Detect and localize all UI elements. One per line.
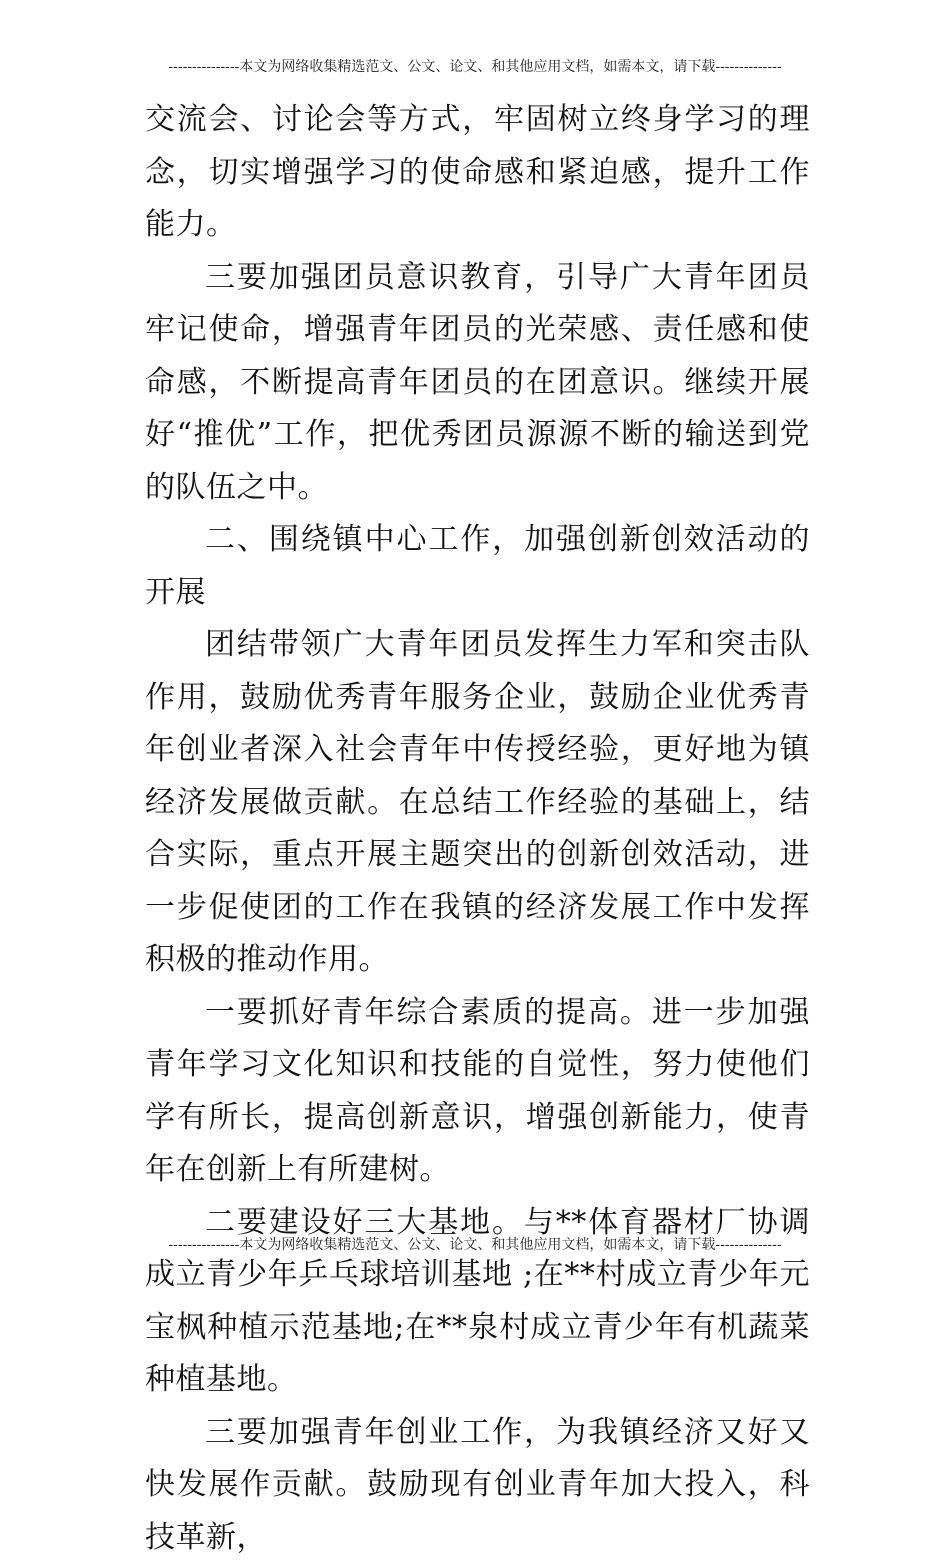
page-footer: ---------------本文为网络收集精选范文、公文、论文、和其他应用文档，如需本文，请下载-------------- xyxy=(0,1236,950,1254)
section-heading: 二、围绕镇中心工作，加强创新创效活动的开展 xyxy=(145,514,810,619)
paragraph-innovation: 团结带领广大青年团员发挥生力军和突击队作用，鼓励优秀青年服务企业，鼓励企业优秀青年创业者深入社会青年中传授经验，更好地为镇经济发展做贡献。在总结工作经验的基础上，结合实际，重点开展主题突出的创新创效活动，进一步促使团的工作在我镇的经济发展工作中发挥积极的推动作用。 xyxy=(145,619,810,987)
paragraph-bases: 二要建设好三大基地。与**体育器材厂协调成立青少年乒乓球培训基地 ;在**村成立青少年元宝枫种植示范基地;在**泉村成立青少年有机蔬菜种植基地。 xyxy=(145,1197,810,1407)
paragraph-entrepreneurship: 三要加强青年创业工作，为我镇经济又好又快发展作贡献。鼓励现有创业青年加大投入，科技革新， xyxy=(145,1407,810,1564)
page-header: ---------------本文为网络收集精选范文、公文、论文、和其他应用文档，如需本文，请下载-------------- xyxy=(0,58,950,76)
paragraph-quality: 一要抓好青年综合素质的提高。进一步加强青年学习文化知识和技能的自觉性，努力使他们学有所长，提高创新意识，增强创新能力，使青年在创新上有所建树。 xyxy=(145,987,810,1197)
paragraph-party-awareness: 三要加强团员意识教育，引导广大青年团员牢记使命，增强青年团员的光荣感、责任感和使命感，不断提高青年团员的在团意识。继续开展好“推优”工作，把优秀团员源源不断的输送到党的队伍之中。 xyxy=(145,252,810,515)
paragraph-continuation: 交流会、讨论会等方式，牢固树立终身学习的理念，切实增强学习的使命感和紧迫感，提升工作能力。 xyxy=(145,94,810,252)
